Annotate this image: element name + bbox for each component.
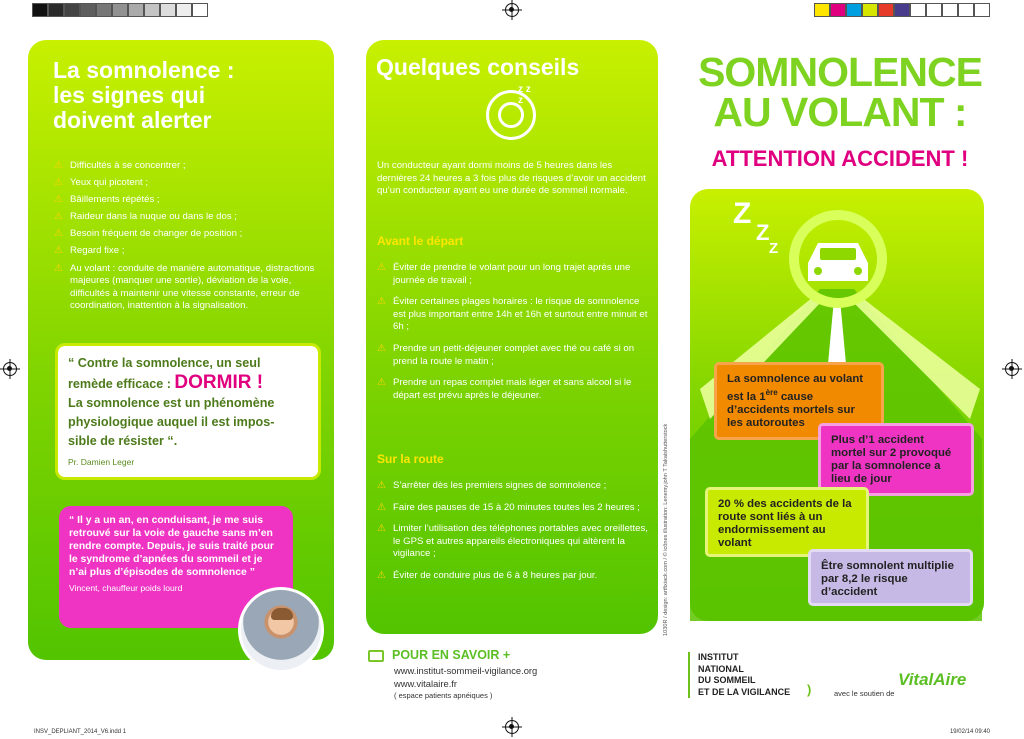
warning-icon: ⚠ [377,480,386,491]
design-credit: 1030R / design: artfixiack.com / © icônes illustration: Lenemy.john T Takaishutterstock [663,423,669,636]
stat-box-percentage: 20 % des accidents de la route sont liés à un endormissement au volant [705,487,869,557]
list-item: ⚠ Yeux qui picotent ; [54,177,149,189]
road-tips-list [377,480,649,592]
support-text: avec le soutien de [834,689,895,698]
warning-icon: ⚠ [377,342,386,354]
warning-icon: ⚠ [377,377,386,389]
slug-date: 19/02/14 09:40 [949,729,990,735]
list-item: ⚠ Prendre un petit-déjeuner complet avec thé ou café si on prend la route le matin ; [377,342,635,367]
registration-mark-top [505,3,519,17]
quote-line: sible de résister “. [68,434,178,448]
list-item: ⚠ Faire des pauses de 15 à 20 minutes toutes les 2 heures ; [377,501,640,513]
intro-text: Un conducteur ayant dormi moins de 5 heures dans les dernières 24 heures a 3 fois plus de risques d’avoir un accident qu’un conducteur ayant eu une durée de sommeil normale. [377,160,646,197]
chat-bubble-icon [368,650,384,662]
list-item: ⚠ Regard fixe ; [54,245,125,257]
vitalaire-logo: VitalAire [898,670,967,689]
warning-icon: ⚠ [54,211,63,223]
before-departure-heading: Avant le départ [377,234,464,248]
registration-mark-right [1005,362,1019,376]
warning-icon: ⚠ [54,194,63,206]
cover-subtitle: ATTENTION ACCIDENT ! [711,146,969,171]
sleep-z-icon: Z [733,197,752,230]
more-info-title: POUR EN SAVOIR + [392,648,511,662]
list-item: ⚠ Besoin fréquent de changer de position ; [54,228,243,240]
warning-icon: ⚠ [377,501,386,513]
sleepy-driver-icon: z z z [486,90,536,140]
link-note: ( espace patients apnéiques ) [394,691,493,700]
quote-line: La somnolence est un phénomène [68,396,275,410]
grayscale-colorbar [32,3,208,17]
on-road-heading: Sur la route [377,452,444,466]
warning-signs-list [54,160,326,317]
sleep-z-icon: Z [756,220,770,245]
avatar [238,587,324,673]
list-item: ⚠ Bâillements répétés ; [54,194,160,206]
warning-icon: ⚠ [54,160,63,171]
quote-line: “ Contre la somnolence, un seul [68,356,261,370]
expert-quote-box [55,343,321,480]
registration-mark-left [3,362,17,376]
cover-title: SOMNOLENCE AU VOLANT : [698,49,982,135]
warning-icon: ⚠ [54,262,63,274]
institut-logo: INSTITUT NATIONAL DU SOMMEIL ET DE LA VIGILANCE [688,652,790,698]
before-tips-list [377,262,649,411]
warning-icon: ⚠ [377,569,386,581]
warning-icon: ⚠ [54,245,63,257]
sleep-z-icon: Z [769,240,779,257]
list-item: ⚠ S’arrêter dès les premiers signes de somnolence ; [377,480,607,491]
car-icon [808,243,868,281]
left-panel-title: La somnolence : les signes qui doivent alerter [53,57,235,133]
warning-icon: ⚠ [377,262,386,273]
list-item: ⚠ Éviter de conduire plus de 6 à 8 heures par jour. [377,569,598,581]
list-item: ⚠ Éviter de prendre le volant pour un long trajet après une journée de travail ; [377,262,631,286]
stat-box-risk: Être somnolent multiplie par 8,2 le risque d’accident [808,549,973,606]
warning-icon: ⚠ [377,296,386,308]
quote-line: remède efficace : DORMIR ! [68,372,264,393]
list-item: ⚠ Difficultés à se concentrer ; [54,160,186,171]
warning-icon: ⚠ [54,177,63,189]
cmyk-colorbar [814,3,990,17]
warning-icon: ⚠ [377,523,386,535]
warning-icon: ⚠ [54,228,63,240]
stat-box-highway: La somnolence au volant est la 1ère cause d’accidents mortels sur les autoroutes [714,362,884,440]
list-item: ⚠ Au volant : conduite de manière automatique, distractions majeures (manquer une sortie), déviation de la voie, difficultés à maintenir une vitesse constante, erreur de coordination, inattention à la signalisation. [54,262,315,312]
middle-panel-title: Quelques conseils [376,54,580,80]
list-item: ⚠ Raideur dans la nuque ou dans le dos ; [54,211,237,223]
quote-author: Pr. Damien Leger [68,457,135,467]
testimony-text: “ Il y a un an, en conduisant, je me suis retrouvé sur la voie de gauche sans m’en rendre compte. Depuis, je suis traité pour le syndrome d’apnées du sommeil et je n’ai plus d’épisodes de somnolence ” [69,515,274,578]
registration-mark-bottom [505,720,519,734]
logo-bracket-icon: ) [807,682,812,697]
quote-line: physiologique auquel il est impos- [68,415,275,429]
list-item: ⚠ Prendre un repas complet mais léger et sans alcool si le départ est prévu après le déjeuner. [377,377,632,401]
slug-filename: INSV_DEPLIANT_2014_V6.indd 1 [34,729,127,735]
list-item: ⚠ Éviter certaines plages horaires : le risque de somnolence est plus important entre 14h et 16h et surtout entre minuit et 6h ; [377,296,648,333]
link-institut[interactable]: www.institut-sommeil-vigilance.org [394,665,538,676]
quote-emphasis: DORMIR ! [174,372,264,393]
link-vitalaire[interactable]: www.vitalaire.fr [394,678,458,689]
list-item: ⚠ Limiter l’utilisation des téléphones portables avec oreillettes, le GPS et autres appareils électroniques qui altèrent la vigilance ; [377,523,648,560]
testimony-author: Vincent, chauffeur poids lourd [69,583,183,593]
stat-box-daytime: Plus d’1 accident mortel sur 2 provoqué par la somnolence a lieu de jour [818,423,974,496]
